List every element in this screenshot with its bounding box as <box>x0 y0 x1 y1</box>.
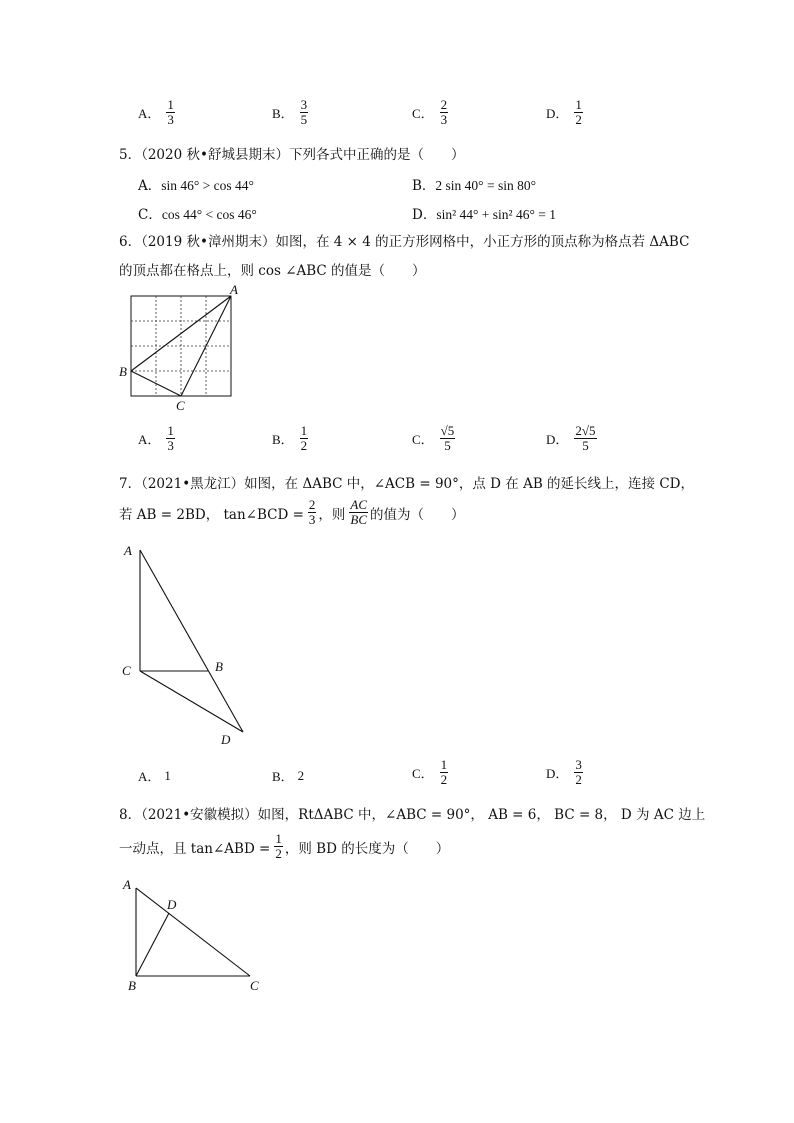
q4-option-c <box>412 98 448 128</box>
option-label: D． <box>546 432 569 448</box>
q7-stem-line1: 7．（2021•黑龙江）如图，在 ΔABC 中，∠ACB = 90°，点 D 在 AB 的延长线上，连接 CD， <box>119 476 694 492</box>
figure-lines <box>140 550 243 732</box>
fraction: $\frac{2}{3}$ <box>440 97 448 128</box>
stem-text: 一动点，且 tan∠ABD = <box>119 840 271 857</box>
q4-option-b <box>272 98 308 128</box>
fraction: $\frac{2}{3}$ <box>308 497 316 528</box>
option-label: A． <box>138 769 161 784</box>
option-label: D． <box>546 106 569 122</box>
q8-stem-line1: 8．（2021•安徽模拟）如图，RtΔABC 中，∠ABC = 90°， AB = 6， BC = 8， D 为 AC 边上 <box>119 807 706 823</box>
q6-grid-figure <box>114 284 254 414</box>
option-label: A． <box>138 178 162 194</box>
fraction: $\frac{1}{2}$ <box>275 831 282 862</box>
option-text: 2 sin 40° = sin 80° <box>435 178 536 193</box>
option-text: 2 <box>297 767 305 783</box>
option-label: D． <box>412 207 437 223</box>
q6-option-a <box>138 424 175 454</box>
option-label: C． <box>412 766 434 782</box>
q7-option-c <box>412 758 448 788</box>
stem-text: ，则 <box>318 506 346 523</box>
vertex-label-b: B <box>215 659 223 674</box>
option-label: A． <box>138 432 161 448</box>
option-label: B． <box>272 106 294 122</box>
option-label: C． <box>412 106 434 122</box>
option-label: C． <box>412 432 434 448</box>
fraction: $\frac{1}{2}$ <box>575 97 582 128</box>
stem-text: 若 AB = 2BD， tan∠BCD = <box>119 506 304 523</box>
grid-lines <box>131 296 231 396</box>
stem-text: 的值为（ ） <box>370 506 465 523</box>
vertex-label-d: D <box>221 732 231 747</box>
fraction: $\frac{AC}{BC}$ <box>350 497 368 528</box>
vertex-label-a: A <box>230 284 238 297</box>
figure-lines <box>136 888 250 976</box>
vertex-label-c: C <box>122 663 131 678</box>
vertex-label-c: C <box>250 978 259 993</box>
q6-option-b <box>272 424 308 454</box>
vertex-label-d: D <box>167 897 177 912</box>
fraction: $\frac{1}{2}$ <box>300 423 308 454</box>
option-label: D． <box>546 766 569 782</box>
q7-option-b <box>272 766 304 785</box>
option-label: B． <box>412 178 436 194</box>
fraction: $\frac{3}{5}$ <box>300 97 308 128</box>
q4-option-d <box>546 98 583 128</box>
vertex-label-a: A <box>123 877 131 892</box>
fraction: $\frac{1}{2}$ <box>440 757 448 788</box>
q6-option-d <box>546 424 597 454</box>
vertex-label-b: B <box>119 364 127 379</box>
vertex-label-b: B <box>128 978 136 993</box>
q7-option-d <box>546 758 583 788</box>
vertex-label-c: C <box>176 398 185 413</box>
option-text: 1 <box>164 767 171 783</box>
option-label: A． <box>138 106 161 122</box>
fraction: $\frac{2√5}{5}$ <box>575 423 596 454</box>
q5-stem: 5．（2020 秋•舒城县期末）下列各式中正确的是（ ） <box>119 147 465 163</box>
q6-stem-line2: 的顶点都在格点上，则 cos ∠ABC 的值是（ ） <box>119 263 426 279</box>
q7-stem-line2 <box>119 498 465 528</box>
q5-option-b <box>412 174 536 194</box>
q8-figure <box>115 872 275 997</box>
q7-figure <box>115 540 255 750</box>
option-label: B． <box>272 432 294 448</box>
fraction: $\frac{1}{3}$ <box>167 97 174 128</box>
option-text: sin² 44° + sin² 46° = 1 <box>436 207 556 222</box>
q8-stem-line2 <box>119 832 449 862</box>
q6-stem-line1: 6．（2019 秋•漳州期末）如图，在 4 × 4 的正方形网格中，小正方形的顶点称为格点若 ΔABC <box>119 234 690 250</box>
fraction: $\frac{√5}{5}$ <box>440 423 455 454</box>
option-label: C． <box>138 207 162 223</box>
q6-option-c <box>412 424 455 454</box>
vertex-label-a: A <box>124 543 132 558</box>
q5-option-a <box>138 174 254 194</box>
option-label: B． <box>272 769 294 784</box>
option-text: sin 46° > cos 44° <box>161 178 254 193</box>
q4-option-a <box>138 98 175 128</box>
option-text: cos 44° < cos 46° <box>161 207 257 222</box>
q5-option-d <box>412 203 556 223</box>
fraction: $\frac{1}{3}$ <box>167 423 174 454</box>
q7-option-a <box>138 766 171 785</box>
q5-option-c <box>138 203 257 223</box>
fraction: $\frac{3}{2}$ <box>575 757 582 788</box>
stem-text: ，则 BD 的长度为（ ） <box>284 840 450 857</box>
